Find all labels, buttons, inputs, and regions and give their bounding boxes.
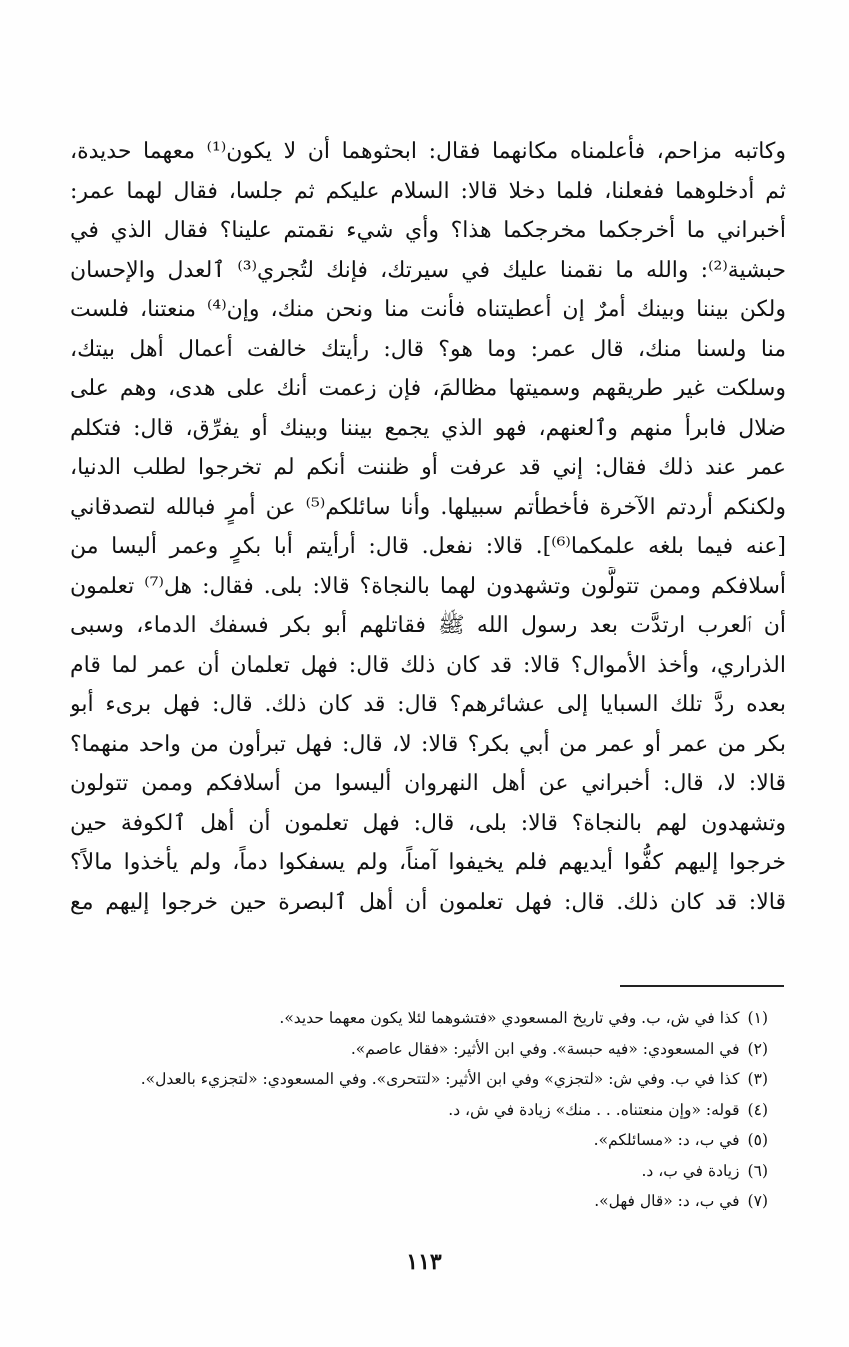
text-line: [عنه فيما بلغه علمكما⁽⁶⁾]. قالا: نفعل. قال: أرأيتم أبا بكرٍ وعمر أليسا من xyxy=(70,534,786,559)
main-text-block xyxy=(70,132,786,922)
text-line: وسلكت غير طريقهم وسميتها مظالمَ، فإن زعمت أنك على هدى، وهم على xyxy=(70,376,786,401)
footnote-text: زيادة في ب، د. xyxy=(641,1161,740,1180)
footnote-number: (٣) xyxy=(747,1070,768,1088)
footnote-separator xyxy=(620,985,784,987)
footnote-item xyxy=(60,1064,768,1095)
text-line: حبشية⁽²⁾: والله ما نقمنا عليك في سيرتك، فإنك لتُجري⁽³⁾ ٱلعدل والإحسان xyxy=(70,257,786,283)
footnote-item xyxy=(60,1095,768,1126)
footnotes-list xyxy=(60,1003,768,1217)
text-line: الذراري، وأخذ الأموال؟ قالا: قد كان ذلك قال: فهل تعلمان أن عمر لما قام xyxy=(70,652,786,678)
footnote-item xyxy=(60,1003,768,1034)
text-line: منا ولسنا منك، قال عمر: وما هو؟ قال: رأيتك خالفت أعمال أهل بيتك، xyxy=(70,336,786,362)
footnote-text: في المسعودي: «فيه حبسة». وفي ابن الأثير: «فقال عاصم». xyxy=(350,1039,740,1058)
text-line: وكاتبه مزاحم، فأعلمناه مكانهما فقال: ابحثوهما أن لا يكون⁽¹⁾ معهما حديدة، xyxy=(70,139,786,164)
text-line: أن ٱلعرب ارتدَّت بعد رسول الله ﷺ فقاتلهم أبو بكر فسفك الدماء، وسبى xyxy=(70,613,786,638)
text-line: أسلافكم وممن تتولَّون وتشهدون لهما بالنجاة؟ قالا: بلى. فقال: هل⁽⁷⁾ تعلمون xyxy=(70,573,786,599)
text-line: بكر من عمر أو عمر من أبي بكر؟ قالا: لا، قال: فهل تبرأون من واحد منهما؟ xyxy=(70,731,786,757)
footnote-number: (١) xyxy=(747,1009,768,1027)
footnote-text: في ب، د: «قال فهل». xyxy=(594,1192,740,1210)
text-line: ولكن بيننا وبينك أمرٌ إن أعطيتناه فأنت منا ونحن منك، وإن⁽⁴⁾ منعتنا، فلست xyxy=(70,297,786,322)
text-line: عمر عند ذلك فقال: إني قد عرفت أو ظننت أنكم لم تخرجوا لطلب الدنيا، xyxy=(70,455,786,480)
text-line: قالا: قد كان ذلك. قال: فهل تعلمون أن أهل ٱلبصرة حين خرجوا إليهم مع xyxy=(70,889,786,915)
footnote-item xyxy=(60,1034,768,1065)
footnote-text: كذا في ب. وفي ش: «لتجزي» وفي ابن الأثير: «لتتحرى». وفي المسعودي: «لتجزيء بالعدل». xyxy=(140,1070,740,1088)
page-number: ١١٣ xyxy=(406,1249,442,1275)
text-line: أخبراني ما أخرجكما مخرجكما هذا؟ وأي شيء نقمتم علينا؟ فقال الذي في xyxy=(70,218,786,243)
text-line: وتشهدون لهم بالنجاة؟ قالا: بلى، قال: فهل تعلمون أن أهل ٱلكوفة حين xyxy=(70,810,786,836)
footnote-text: كذا في ش، ب. وفي تاريخ المسعودي «فتشوهما لئلا يكون معهما حديد». xyxy=(279,1009,740,1027)
footnote-item xyxy=(60,1156,768,1187)
footnote-number: (٧) xyxy=(747,1192,768,1210)
text-line: بعده ردَّ تلك السبايا إلى عشائرهم؟ قال: قد كان ذلك. قال: فهل برىء أبو xyxy=(70,692,786,717)
footnote-text: قوله: «وإن منعتناه. . . منك» زيادة في ش، د. xyxy=(448,1100,740,1119)
text-line: خرجوا إليهم كفُّوا أيديهم فلم يخيفوا آمناً، ولم يسفكوا دماً، ولم يأخذوا مالاً؟ xyxy=(70,850,786,875)
footnote-number: (٥) xyxy=(747,1131,768,1149)
text-line: قالا: لا، قال: أخبراني عن أهل النهروان أليسوا من أسلافكم وممن تتولون xyxy=(70,771,786,796)
text-line: ثم أدخلوهما ففعلنا، فلما دخلا قالا: السلام عليكم ثم جلسا، فقال لهما عمر: xyxy=(70,178,786,204)
footnote-item xyxy=(60,1186,768,1217)
footnote-number: (٦) xyxy=(747,1161,768,1180)
footnote-text: في ب، د: «مسائلكم». xyxy=(593,1131,740,1149)
text-line: ولكنكم أردتم الآخرة فأخطأتم سبيلها. وأنا سائلكم⁽⁵⁾ عن أمرٍ فبالله لتصدقاني xyxy=(70,494,786,520)
text-line: ضلال فابرأ منهم وٱلعنهم، فهو الذي يجمع بيننا وبينك أو يفرِّق، قال: فتكلم xyxy=(70,415,786,441)
footnote-number: (٢) xyxy=(747,1039,768,1058)
footnote-number: (٤) xyxy=(747,1100,768,1119)
footnote-item xyxy=(60,1125,768,1156)
